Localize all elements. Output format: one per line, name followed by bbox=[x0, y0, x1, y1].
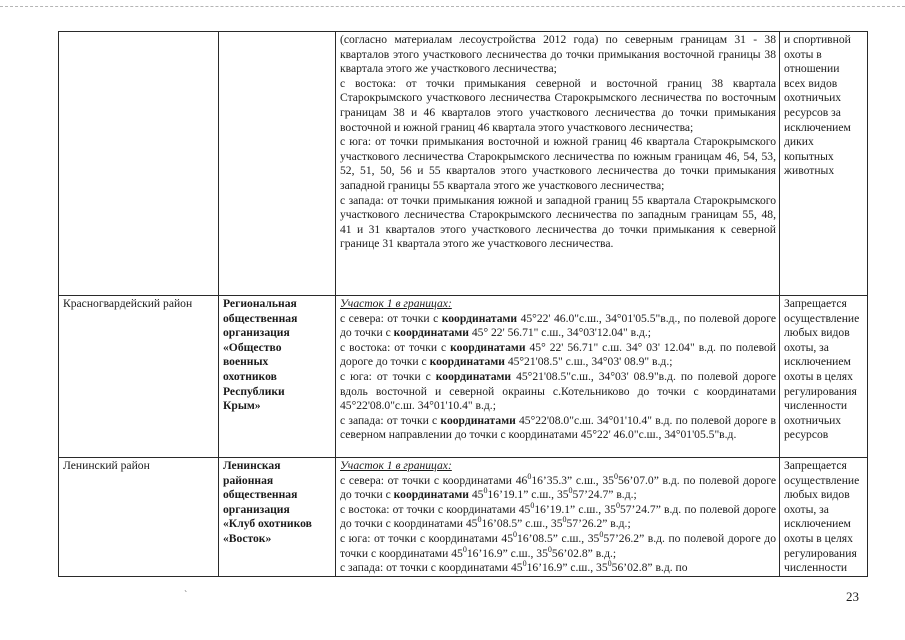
restriction-line: исключением bbox=[784, 355, 851, 369]
restriction-line: охотничьих bbox=[784, 91, 842, 105]
boundary-west: с запада: от точки примыкания южной и западной границ 55 квартала Старокрымского участкового лесничества Старокрымского лесничества по западным границам 55, 48, 41 и 31 кварталов этого участкового лесничества до точки примыкания к северной границе 31 квартала этого же участкового лесничества. bbox=[340, 193, 776, 251]
restriction-line: осуществление bbox=[784, 311, 860, 325]
table-row bbox=[59, 296, 868, 458]
restriction-line: ресурсов bbox=[784, 428, 829, 442]
org-line: общественная bbox=[223, 311, 298, 325]
restriction-line: охоты в bbox=[784, 47, 822, 61]
organization-cell bbox=[219, 296, 336, 458]
org-line: Крым» bbox=[223, 399, 261, 413]
boundary-east: с востока: от точки с координатами $45^016’19.1$” с.ш., $35^057’24.7$” в.д. по полевой дороге до точки с координатами $45^016’08.5$” с.ш., $35^057’26.2$” в.д.; bbox=[340, 500, 776, 531]
org-line: Ленинская bbox=[223, 459, 281, 472]
restriction-line: ресурсов за bbox=[784, 105, 841, 119]
boundary-west: с запада: от точки с координатами 45°22'08.0"с.ш. 34°01'10.4" в.д. по полевой дороге в северном направлении до точки с координатами 45°22' 46.0"с.ш., 34°01'05.5"в.д. bbox=[340, 413, 776, 442]
organization-cell bbox=[219, 458, 336, 577]
restriction-line: отношении bbox=[784, 62, 840, 76]
scan-mark: ` bbox=[184, 590, 188, 601]
restriction-line: любых видов bbox=[784, 488, 850, 502]
organization-cell bbox=[219, 32, 336, 296]
org-line: районная bbox=[223, 473, 274, 487]
restriction-cell bbox=[780, 32, 868, 296]
restriction-line: численности bbox=[784, 399, 848, 413]
boundary-south: с юга: от точки примыкания восточной и южной границ 46 квартала Старокрымского участкового лесничества Старокрымского лесничества по южным границам 46, 54, 53, 52, 51, 50, 56 и 55 кварталов этого участкового лесничества до точки примыкания западной границы 55 квартала этого же участкового лесничества; bbox=[340, 135, 776, 192]
restriction-line: животных bbox=[784, 164, 835, 178]
boundary-north: с севера: от точки с координатами 45°22' 46.0"с.ш., 34°01'05.5"в.д., по полевой дороге до точки с координатами 45° 22' 56.71" с.ш., 34°03'12.04" в.д.; bbox=[340, 311, 777, 340]
org-line: организация bbox=[223, 502, 290, 516]
restriction-line: исключением bbox=[784, 120, 851, 134]
restriction-line: охоты в целях bbox=[784, 531, 853, 545]
hunting-grounds-table bbox=[58, 31, 868, 577]
org-line: Республики bbox=[223, 384, 285, 398]
boundary-east: с востока: от точки с координатами 45° 22' 56.71" с.ш. 34° 03' 12.04" в.д. по полевой дороге до точки с координатами 45°21'08.5" с.ш., 34°03' 08.9" в.д.; bbox=[340, 340, 777, 369]
org-line: общественная bbox=[223, 488, 298, 502]
restriction-cell bbox=[780, 296, 868, 458]
org-line: «Общество bbox=[223, 340, 282, 354]
boundary-east: с востока: от точки примыкания северной и восточной границ 38 квартала Старокрымского участкового лесничества Старокрымского лесничества по восточным границам 38 и 46 кварталов этого участкового лесничества до точки примыкания восточной и южной границ 46 квартала этого участкового лесничества; bbox=[340, 76, 776, 134]
restriction-line: Запрещается bbox=[784, 297, 847, 310]
restriction-line: исключением bbox=[784, 517, 851, 531]
region-cell: Красногвардейский район bbox=[59, 296, 219, 458]
org-line: военных bbox=[223, 355, 269, 369]
restriction-line: и спортивной bbox=[784, 33, 851, 46]
boundary-south: с юга: от точки с координатами $45^016’08.5$” с.ш., $35^057’26.2$” в.д. по полевой дороге до точки с координатами $45^016’16.9$” с.ш., $35^056’02.8$” в.д.; bbox=[340, 530, 776, 560]
page-top-rule bbox=[0, 6, 905, 7]
region-cell: Ленинский район bbox=[59, 458, 219, 577]
restriction-line: регулирования bbox=[784, 546, 857, 560]
boundary-description-cell bbox=[336, 32, 780, 296]
restriction-line: диких bbox=[784, 135, 814, 149]
restriction-line: охоты, за bbox=[784, 340, 829, 354]
restriction-line: регулирования bbox=[784, 384, 857, 398]
table-row bbox=[59, 458, 868, 577]
plot-heading: Участок 1 в границах: bbox=[340, 297, 452, 310]
org-line: «Клуб охотников bbox=[223, 517, 312, 531]
restriction-line: охоты, за bbox=[784, 502, 829, 516]
boundary-paragraph: (согласно материалам лесоустройства 2012 года) по северным границам 31 - 38 кварталов этого участкового лесничества до точки примыкания восточной границы 38 квартала этого же участкового лесничества; bbox=[340, 33, 776, 76]
org-line: охотников bbox=[223, 369, 277, 383]
org-line: Региональная bbox=[223, 297, 297, 310]
restriction-line: охотничьих bbox=[784, 413, 842, 427]
restriction-line: копытных bbox=[784, 149, 834, 163]
boundary-north: с севера: от точки с координатами $46^016’35.3$” с.ш., $35^056’07.0$” в.д. по полевой дороге до точки с координатами $45^016’19.1$” с.ш., $35^057’24.7$” в.д.; bbox=[340, 471, 776, 502]
restriction-line: любых видов bbox=[784, 326, 850, 340]
page-number: 23 bbox=[846, 589, 859, 604]
restriction-cell bbox=[780, 458, 868, 577]
plot-heading: Участок 1 в границах: bbox=[340, 459, 452, 472]
boundary-south: с юга: от точки с координатами 45°21'08.5"с.ш., 34°03' 08.9"в.д. по полевой дороге вдоль восточной и северной окраины с.Котельниково до точки с координатами 45°22'08.0"с.ш. 34°01'10.4" в.д.; bbox=[340, 369, 776, 413]
boundary-description-cell bbox=[336, 458, 780, 577]
restriction-line: осуществление bbox=[784, 473, 860, 487]
table-row bbox=[59, 32, 868, 296]
restriction-line: Запрещается bbox=[784, 459, 847, 472]
restriction-line: всех видов bbox=[784, 76, 838, 90]
region-cell bbox=[59, 32, 219, 296]
restriction-line: численности bbox=[784, 561, 848, 575]
org-line: организация bbox=[223, 326, 290, 340]
boundary-description-cell bbox=[336, 296, 780, 458]
boundary-west: с запада: от точки с координатами $45^016’16.9$” с.ш., $35^056’02.8$” в.д. по bbox=[340, 559, 688, 575]
restriction-line: охоты в целях bbox=[784, 369, 853, 383]
org-line: «Восток» bbox=[223, 531, 272, 545]
